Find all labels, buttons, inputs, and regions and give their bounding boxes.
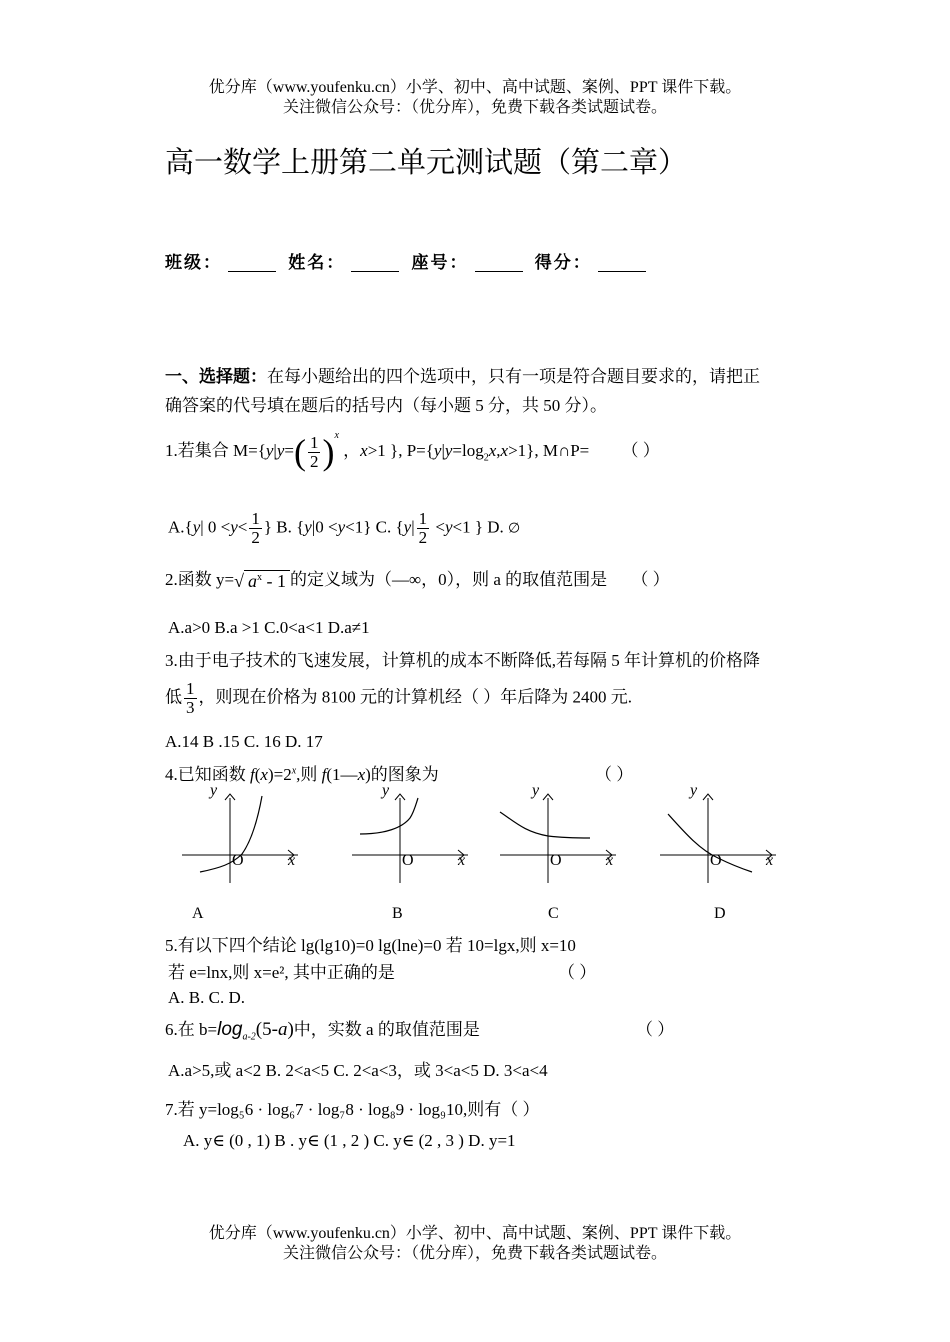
svg-text:x: x	[606, 852, 614, 869]
q4-stem: 4.已知函数 $f(x)=2^x$,则 f(1—x)的图象为	[165, 765, 439, 784]
q6-answer-bracket[interactable]: （ ）	[636, 1020, 675, 1039]
graph-a[interactable]	[182, 782, 298, 922]
footer-line-2: 关注微信公众号：（优分库），免费下载各类试题试卷。	[282, 1245, 667, 1262]
svg-text:y: y	[532, 782, 540, 799]
graph-c-label: C	[548, 905, 559, 922]
q2-answer-bracket[interactable]: （ ）	[631, 570, 670, 589]
graph-a-y-label: y	[210, 782, 218, 799]
class-blank[interactable]	[228, 271, 276, 272]
graph-a-label: A	[192, 905, 204, 922]
q3-options: A.14 B .15 C. 16 D. 17	[165, 732, 323, 751]
q3-line2-a: 低	[165, 687, 182, 707]
q7-stem: 7.若 y=log₅6 · log₆7 · log₇8 · log₈9 · log₉10,则有（ ）	[165, 1100, 540, 1119]
q6-stem-a: 6.在 b=	[165, 1020, 218, 1039]
graph-b-curve	[360, 798, 418, 834]
q3-line1: 3.由于电子技术的飞速发展，计算机的成本不断降低,若每隔 5 年计算机的价格降	[165, 651, 760, 670]
name-blank[interactable]	[351, 271, 399, 272]
svg-text:y: y	[382, 782, 390, 799]
graph-b-label: B	[392, 905, 403, 922]
q5-line1: 5.有以下四个结论 lg(lg10)=0 lg(lne)=0 若 10=lgx,则 x=10	[165, 936, 576, 955]
section-1-desc-line1: 在每小题给出的四个选项中，只有一项是符合题目要求的，请把正	[267, 367, 760, 386]
class-label: 班级：	[165, 253, 222, 272]
score-label: 得分：	[534, 253, 592, 272]
student-info-row	[165, 248, 652, 273]
seat-blank[interactable]	[475, 271, 523, 272]
q2-stem: 的定义域为（—∞，0），则 a 的取值范围是	[289, 570, 608, 589]
graph-c[interactable]	[500, 782, 616, 922]
svg-text:y: y	[690, 782, 698, 799]
question-3-line2: 低 $\frac{1}{3}$ ，则现在价格为 8100 元的计算机经（ ）年后降为 2400 元.	[165, 679, 632, 717]
svg-text:O: O	[550, 852, 562, 869]
question-1: 1.若集合 M={y|y=( $\frac{1}{2}$ )$^x$ ，x>1 }, $P=\{y|y=\log_2x,x>1\}$, M∩P= （ ）	[165, 430, 660, 473]
graph-b[interactable]	[352, 782, 468, 922]
section-1-desc-line2: 确答案的代号填在题后的括号内（每小题 5 分，共 50 分）。	[165, 396, 607, 415]
svg-text:x: x	[458, 852, 466, 869]
svg-text:x: x	[766, 852, 774, 869]
q5-answer-bracket[interactable]: （ ）	[558, 963, 597, 982]
graph-c-curve	[500, 812, 590, 838]
footer-line-1: 优分库（www.youfenku.cn）小学、初中、高中试题、案例、PPT 课件下载。	[208, 1225, 742, 1242]
section-1-heading: 一、选择题：	[165, 367, 267, 386]
sqrt-expression: √ $a^x - 1$	[234, 570, 290, 592]
graph-a-curve	[200, 796, 262, 872]
question-2	[165, 565, 670, 592]
svg-text:O: O	[710, 852, 722, 869]
q5-options: A. B. C. D.	[168, 988, 245, 1007]
question-6: 6.在 $b=\log_{a-2}(5-a)$中，实数 a 的取值范围是	[165, 1019, 480, 1043]
section-1-intro	[165, 362, 760, 387]
graph-a-origin: O	[232, 852, 244, 869]
header-line-2: 关注微信公众号：（优分库），免费下载各类试题试卷。	[282, 99, 667, 116]
q5-line2: 若 e=lnx,则 x=e², 其中正确的是	[168, 963, 395, 982]
seat-label: 座号：	[411, 253, 469, 272]
page-title: 高一数学上册第二单元测试题（第二章）	[165, 147, 688, 179]
svg-text:O: O	[402, 852, 414, 869]
name-label: 姓名：	[288, 253, 346, 272]
q4-answer-bracket[interactable]: （ ）	[595, 765, 634, 784]
score-blank[interactable]	[598, 271, 646, 272]
q7-options: A. y∈ (0 , 1) B . y∈ (1 , 2 ) C. y∈ (2 , 3 ) D. y=1	[183, 1131, 516, 1150]
graph-d[interactable]	[660, 782, 776, 922]
q4-graphs	[170, 778, 790, 928]
q1-answer-bracket[interactable]: （ ）	[621, 441, 660, 460]
graph-d-label: D	[714, 905, 726, 922]
q1-prefix: 1.若集合 M={	[165, 441, 266, 460]
graph-a-x-label: x	[288, 852, 296, 869]
q6-options: A.a>5,或 a<2 B. 2<a<5 C. 2<a<3，或 3<a<5 D. 3<a<4	[168, 1061, 548, 1080]
q2-prefix: 2.函数 y=	[165, 570, 235, 589]
q3-line2-b: ，则现在价格为 8100 元的计算机经（ ）年后降为 2400 元.	[198, 687, 632, 707]
q1-options: A.{y| 0 <y< $\frac{1}{2}$ } B. {y|0 <y<1} C. {y| $\frac{1}{2}$ <y<1 } D. ∅	[168, 509, 521, 547]
q6-stem-b: 中，实数 a 的取值范围是	[293, 1020, 480, 1039]
header-line-1: 优分库（www.youfenku.cn）小学、初中、高中试题、案例、PPT 课件下载。	[208, 79, 742, 96]
q2-options: A.a>0 B.a >1 C.0<a<1 D.a≠1	[168, 618, 370, 637]
